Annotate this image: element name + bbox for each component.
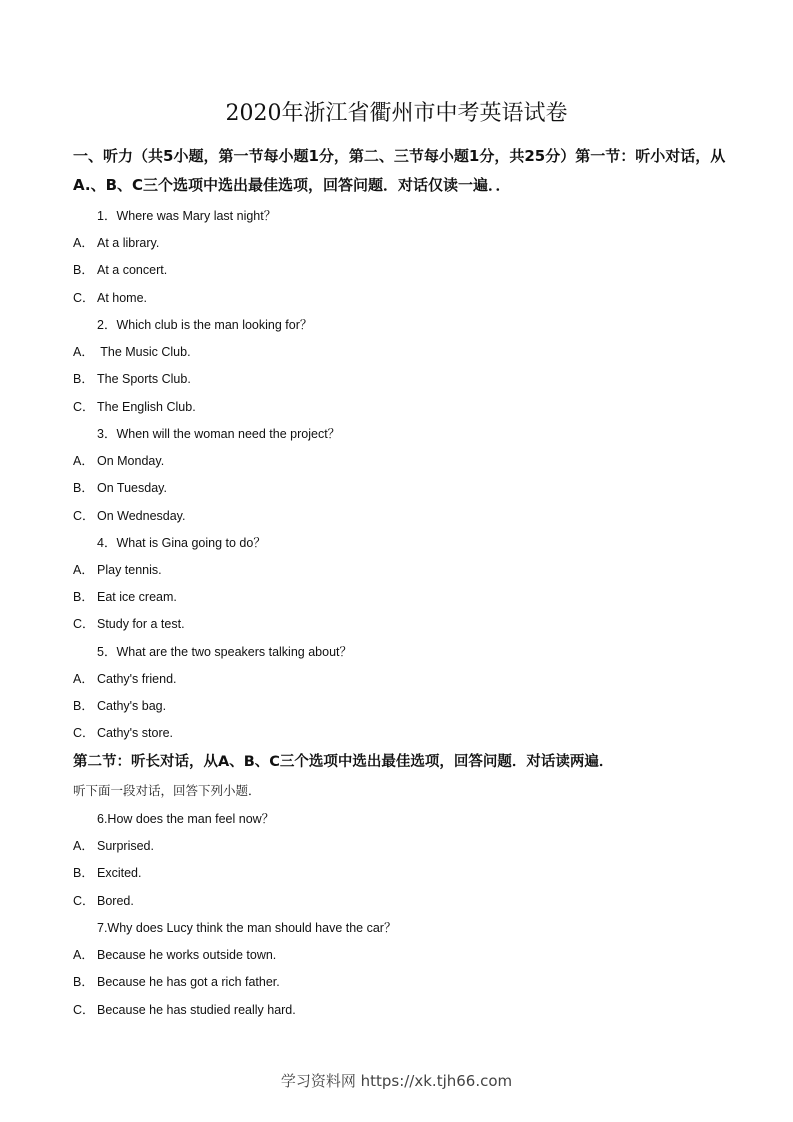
option-2c	[73, 397, 196, 415]
option-6c	[73, 891, 134, 909]
option-7b	[73, 972, 280, 990]
question-6	[73, 809, 274, 827]
line-label: A．	[73, 839, 94, 853]
option-1a	[73, 233, 159, 251]
option-5a	[73, 669, 177, 687]
line-label: C．	[73, 291, 95, 305]
line-text: The English Club.	[97, 400, 196, 414]
option-7c	[73, 1000, 296, 1018]
line-label: A．	[73, 672, 94, 686]
option-3a	[73, 451, 164, 469]
line-label: B．	[73, 699, 94, 713]
line-label: A．	[73, 236, 94, 250]
line-text: Eat ice cream.	[97, 590, 177, 604]
question-7	[73, 918, 396, 936]
footer-watermark: 学习资料网 https://xk.tjh66.com	[280, 1072, 513, 1090]
line-text: Surprised.	[97, 839, 154, 853]
line-text: Because he has studied really hard.	[97, 1003, 296, 1017]
option-3b	[73, 478, 167, 496]
line-label: C．	[73, 400, 95, 414]
line-text: Cathy's store.	[97, 726, 174, 740]
line-text: 4．What is Gina going to do？	[97, 536, 266, 550]
option-4a	[73, 560, 162, 578]
line-text: The Sports Club.	[97, 372, 191, 386]
line-label: C．	[73, 617, 95, 631]
line-text: 2．Which club is the man looking for？	[97, 318, 313, 332]
question-1	[73, 206, 276, 224]
line-text: Because he works outside town.	[97, 948, 277, 962]
section2-heading: 第二节：听长对话，从A、B、C三个选项中选出最佳选项，回答问题．对话读两遍．	[73, 754, 614, 770]
line-label: B．	[73, 372, 94, 386]
line-text: 7.Why does Lucy think the man should have the car？	[97, 921, 397, 935]
line-label: B．	[73, 866, 94, 880]
line-label: A．	[73, 948, 94, 962]
line-label: C．	[73, 1003, 95, 1017]
line-text: 3．When will the woman need the project？	[97, 427, 341, 441]
line-text: Play tennis.	[97, 563, 162, 577]
line-label: B．	[73, 481, 94, 495]
line-text: Study for a test.	[97, 617, 185, 631]
page-title: 2020年浙江省衢州市中考英语试卷	[225, 101, 568, 126]
line-text: 1．Where was Mary last night？	[97, 209, 277, 223]
line-label: C．	[73, 509, 95, 523]
line-label: B．	[73, 975, 94, 989]
option-5b	[73, 696, 166, 714]
line-label: B．	[73, 590, 94, 604]
option-4c	[73, 614, 185, 632]
line-label: B．	[73, 263, 94, 277]
line-text: Bored.	[97, 894, 134, 908]
option-2b	[73, 369, 191, 387]
line-label: C．	[73, 894, 95, 908]
section1-heading: 一、听力（共5小题，第一节每小题1分，第二、三节每小题1分，共25分）第一节：听小对话，从A.、B、C三个选项中选出最佳选项，回答问题．对话仅读一遍．．	[73, 147, 726, 194]
line-text: On Wednesday.	[97, 509, 186, 523]
line-label: C．	[73, 726, 95, 740]
line-text: At home.	[97, 291, 148, 305]
question-2	[73, 315, 312, 333]
question-4	[73, 533, 266, 551]
line-label: A．	[73, 563, 94, 577]
option-1b	[73, 260, 167, 278]
line-text: At a library.	[97, 236, 160, 250]
question-3	[73, 424, 340, 442]
section2-intro: 听下面一段对话，回答下列小题．	[73, 783, 261, 798]
option-6a	[73, 836, 154, 854]
line-text: 5．What are the two speakers talking about？	[97, 645, 352, 659]
line-text: 6.How does the man feel now？	[97, 812, 275, 826]
line-text: Cathy's friend.	[97, 672, 177, 686]
option-3c	[73, 506, 185, 524]
line-text: On Tuesday.	[97, 481, 167, 495]
option-1c	[73, 288, 147, 306]
question-5	[73, 642, 352, 660]
option-4b	[73, 587, 177, 605]
option-5c	[73, 723, 173, 741]
line-text: The Music Club.	[97, 345, 191, 359]
line-text: Cathy's bag.	[97, 699, 167, 713]
option-7a	[73, 945, 276, 963]
line-label: A．	[73, 454, 94, 468]
line-text: Excited.	[97, 866, 142, 880]
line-label: A．	[73, 345, 94, 359]
line-text: On Monday.	[97, 454, 165, 468]
option-6b	[73, 863, 141, 881]
line-text: Because he has got a rich father.	[97, 975, 280, 989]
line-text: At a concert.	[97, 263, 168, 277]
option-2a	[73, 342, 191, 360]
